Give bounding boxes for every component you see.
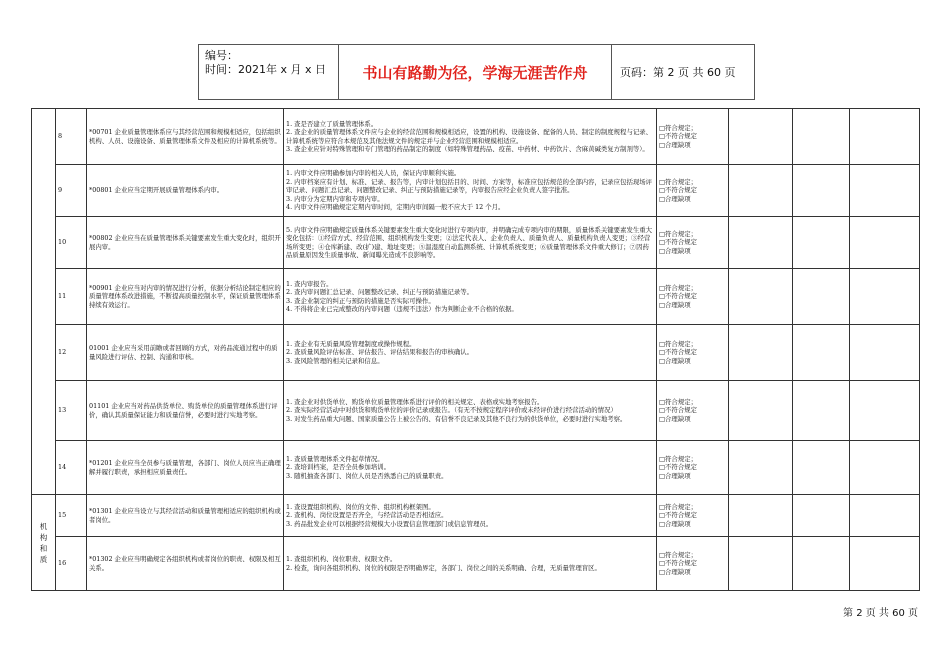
blank-cell[interactable]: [793, 109, 850, 165]
result-checkbox-option[interactable]: □符合规定；: [659, 123, 697, 132]
blank-cell[interactable]: [729, 537, 793, 591]
requirement-text: *00701 企业质量管理体系应与其经营范围和规模相适应，包括组织机构、人员、设施设备、质量管理体系文件及相应的计算机系统等。: [87, 109, 284, 165]
item-number: 15: [56, 495, 87, 537]
time-label: 时间：2021年 x 月 x 日: [205, 63, 326, 76]
blank-cell[interactable]: [793, 217, 850, 269]
result-checkbox-option[interactable]: □合理缺项: [659, 300, 691, 309]
result-checkbox-option[interactable]: □符合规定；: [659, 502, 697, 511]
result-checkbox-option[interactable]: □不符合规定: [659, 132, 697, 141]
blank-cell[interactable]: [793, 381, 850, 441]
result-checkbox-option[interactable]: □符合规定；: [659, 550, 697, 559]
table-row: [32, 109, 920, 165]
result-options: [657, 537, 729, 591]
result-options: [657, 495, 729, 537]
code-label: 编号：: [205, 49, 238, 62]
result-checkbox-option[interactable]: □不符合规定: [659, 348, 697, 357]
result-options: [657, 217, 729, 269]
result-checkbox-option[interactable]: □符合规定；: [659, 177, 697, 186]
result-checkbox-option[interactable]: □不符合规定: [659, 559, 697, 568]
inspection-method: 1. 查设置组织机构、岗位的文件、组织机构框架图。 2. 查机构、岗位设置是否齐全，与经营活动是否相适应。 3. 药品批发企业可以根据经营规模大小设置信息管理部门或信息管理员。: [284, 495, 657, 537]
table-row: [32, 495, 920, 537]
result-checkbox-option[interactable]: □合理缺项: [659, 194, 691, 203]
requirement-text: *01302 企业应当明确规定各组织机构或者岗位的职责、权限及相互关系。: [87, 537, 284, 591]
requirement-text: *00901 企业应当对内审的情况进行分析，依据分析结论制定相应的质量管理体系改进措施，不断提高质量控制水平，保证质量管理体系持续有效运行。: [87, 269, 284, 325]
document-header: [198, 44, 755, 100]
table-row: [32, 381, 920, 441]
table-row: [32, 537, 920, 591]
blank-cell[interactable]: [850, 269, 920, 325]
result-checkbox-option[interactable]: □合理缺项: [659, 414, 691, 423]
blank-cell[interactable]: [850, 381, 920, 441]
blank-cell[interactable]: [729, 217, 793, 269]
result-checkbox-option[interactable]: □合理缺项: [659, 519, 691, 528]
item-number: 12: [56, 325, 87, 381]
result-checkbox-option[interactable]: □符合规定；: [659, 454, 697, 463]
blank-cell[interactable]: [850, 217, 920, 269]
result-checkbox-option[interactable]: □符合规定；: [659, 283, 697, 292]
requirement-text: 01101 企业应当对药品供货单位、购货单位的质量管理体系进行评价，确认其质量保证能力和质量信誉，必要时进行实地考察。: [87, 381, 284, 441]
category-cell: [32, 495, 56, 591]
page-label: 页码：第 2 页 共 60 页: [620, 66, 736, 79]
inspection-table: [31, 108, 920, 591]
blank-cell[interactable]: [850, 441, 920, 495]
item-number: 13: [56, 381, 87, 441]
blank-cell[interactable]: [729, 109, 793, 165]
blank-cell[interactable]: [793, 165, 850, 217]
blank-cell[interactable]: [729, 495, 793, 537]
page-footer: 第 2 页 共 60 页: [843, 608, 918, 619]
result-options: [657, 109, 729, 165]
blank-cell[interactable]: [793, 537, 850, 591]
requirement-text: *00801 企业应当定期开展质量管理体系内审。: [87, 165, 284, 217]
category-label: 机构和质: [39, 521, 48, 564]
requirement-text: *01301 企业应当设立与其经营活动和质量管理相适应的组织机构或者岗位。: [87, 495, 284, 537]
result-checkbox-option[interactable]: □不符合规定: [659, 463, 697, 472]
result-checkbox-option[interactable]: □合理缺项: [659, 356, 691, 365]
blank-cell[interactable]: [850, 495, 920, 537]
inspection-method: 1. 查内审报告。 2. 查内审问题汇总记录、问题整改记录、纠正与预防措施记录等。 3. 查企业制定的纠正与预防的措施是否实际可操作。 4. 不得将企业已完成整改的内审问题（违规不违法）作为判断企业不合格的依据。: [284, 269, 657, 325]
blank-cell[interactable]: [729, 381, 793, 441]
item-number: 9: [56, 165, 87, 217]
table-row: [32, 269, 920, 325]
table-row: [32, 441, 920, 495]
header-meta: [199, 45, 339, 99]
blank-cell[interactable]: [729, 441, 793, 495]
motto: 书山有路勤为径，学海无涯苦作舟: [339, 45, 612, 99]
result-checkbox-option[interactable]: □合理缺项: [659, 246, 691, 255]
blank-cell[interactable]: [850, 165, 920, 217]
result-checkbox-option[interactable]: □不符合规定: [659, 406, 697, 415]
result-checkbox-option[interactable]: □合理缺项: [659, 567, 691, 576]
blank-cell[interactable]: [850, 325, 920, 381]
result-checkbox-option[interactable]: □不符合规定: [659, 292, 697, 301]
item-number: 14: [56, 441, 87, 495]
requirement-text: *01201 企业应当全员参与质量管理，各部门、岗位人员应当正确理解并履行职责，承担相应质量责任。: [87, 441, 284, 495]
blank-cell[interactable]: [729, 325, 793, 381]
result-checkbox-option[interactable]: □符合规定；: [659, 229, 697, 238]
blank-cell[interactable]: [729, 269, 793, 325]
blank-cell[interactable]: [793, 269, 850, 325]
inspection-method: 1. 查企业有无质量风险管理制度或操作规程。 2. 查质量风险评估标准、评估报告、评估结果和报告的审核确认。 3. 查风险管理的相关记录和信息。: [284, 325, 657, 381]
inspection-method: 1. 查企业对供货单位、购货单位质量管理体系进行评价的相关规定、表格或实地考察报告。 2. 查实际经营活动中对供货和购货单位的评价记录或报告。（有无不按规定程序评价或未经评价进行经营活动的情况） 3. 对发生药品重大问题、国家质量公告上被公告的、有信誉不良记录及其他不良行为的供货单位，必要时进行实地考察。: [284, 381, 657, 441]
item-number: 11: [56, 269, 87, 325]
result-checkbox-option[interactable]: □不符合规定: [659, 511, 697, 520]
requirement-text: *00802 企业应当在质量管理体系关键要素发生重大变化时，组织开展内审。: [87, 217, 284, 269]
item-number: 16: [56, 537, 87, 591]
result-checkbox-option[interactable]: □合理缺项: [659, 471, 691, 480]
inspection-method: 1. 查是否建立了质量管理体系。 2. 查企业的质量管理体系文件应与企业的经营范围和规模相适应，设置的机构、设施设备、配备的人员、制定的制度规程与记录、计算机系统等应符合本规范及其他法规文件的规定并与企业经营范围和规模相适应。 3. 查企业应针对特殊管理和专门管理的药品制定的制度（如特殊管理药品、疫苗、中药材、中药饮片、含麻黄碱类复方制剂等）。: [284, 109, 657, 165]
blank-cell[interactable]: [850, 109, 920, 165]
result-checkbox-option[interactable]: □不符合规定: [659, 238, 697, 247]
result-checkbox-option[interactable]: □不符合规定: [659, 186, 697, 195]
blank-cell[interactable]: [729, 165, 793, 217]
inspection-method: 1. 查质量管理体系文件起草情况。 2. 查培训档案，是否全员参加培训。 3. 随机抽查各部门、岗位人员是否熟悉自己的质量职责。: [284, 441, 657, 495]
table-row: [32, 165, 920, 217]
result-options: [657, 165, 729, 217]
item-number: 8: [56, 109, 87, 165]
blank-cell[interactable]: [793, 441, 850, 495]
item-number: 10: [56, 217, 87, 269]
requirement-text: 01001 企业应当采用前瞻或者回顾的方式，对药品流通过程中的质量风险进行评估、控制、沟通和审核。: [87, 325, 284, 381]
result-checkbox-option[interactable]: □合理缺项: [659, 140, 691, 149]
result-options: [657, 325, 729, 381]
inspection-method: 5. 内审文件应明确规定质量体系关键要素发生重大变化时进行专项内审，并明确完成专项内审的期限，质量体系关键要素发生重大变化包括：①经营方式、经营范围、组织机构发生变更；②法定代表人、企业负责人、质量负责人、质量机构负责人变更；③经营场所变更；④仓库新建、改(扩)建、地址变更；⑤温湿度自动监测系统、计算机系统变更；⑥质量管理体系文件重大修订；⑦因药品质量原因发生质量事故、新闻曝光造成不良影响等。: [284, 217, 657, 269]
blank-cell[interactable]: [850, 537, 920, 591]
result-options: [657, 269, 729, 325]
result-checkbox-option[interactable]: □符合规定；: [659, 397, 697, 406]
inspection-method: 1. 查组织机构、岗位职责、权限文件。 2. 检查，询问各组织机构、岗位的权限是否明确界定，各部门、岗位之间的关系明确、合理，无质量管理盲区。: [284, 537, 657, 591]
category-cell: [32, 109, 56, 495]
blank-cell[interactable]: [793, 325, 850, 381]
table-row: [32, 217, 920, 269]
result-options: [657, 441, 729, 495]
result-checkbox-option[interactable]: □符合规定；: [659, 339, 697, 348]
inspection-method: 1. 内审文件应明确参加内审的相关人员，保证内审顺利实施。 2. 内审档案应有计划、标准、记录、报告等，内审计划包括目的、时间、方案等，标准应包括规范的全部内容，记录应包括现场评审记录、问题汇总记录、问题整改记录、纠正与预防措施记录等，内审报告应经企业负责人签字批准。 3. 内审分为定期内审和专项内审。 4. 内审文件应明确规定定期内审时间，定期内审间隔一般不应大于 12 个月。: [284, 165, 657, 217]
result-options: [657, 381, 729, 441]
blank-cell[interactable]: [793, 495, 850, 537]
table-row: [32, 325, 920, 381]
